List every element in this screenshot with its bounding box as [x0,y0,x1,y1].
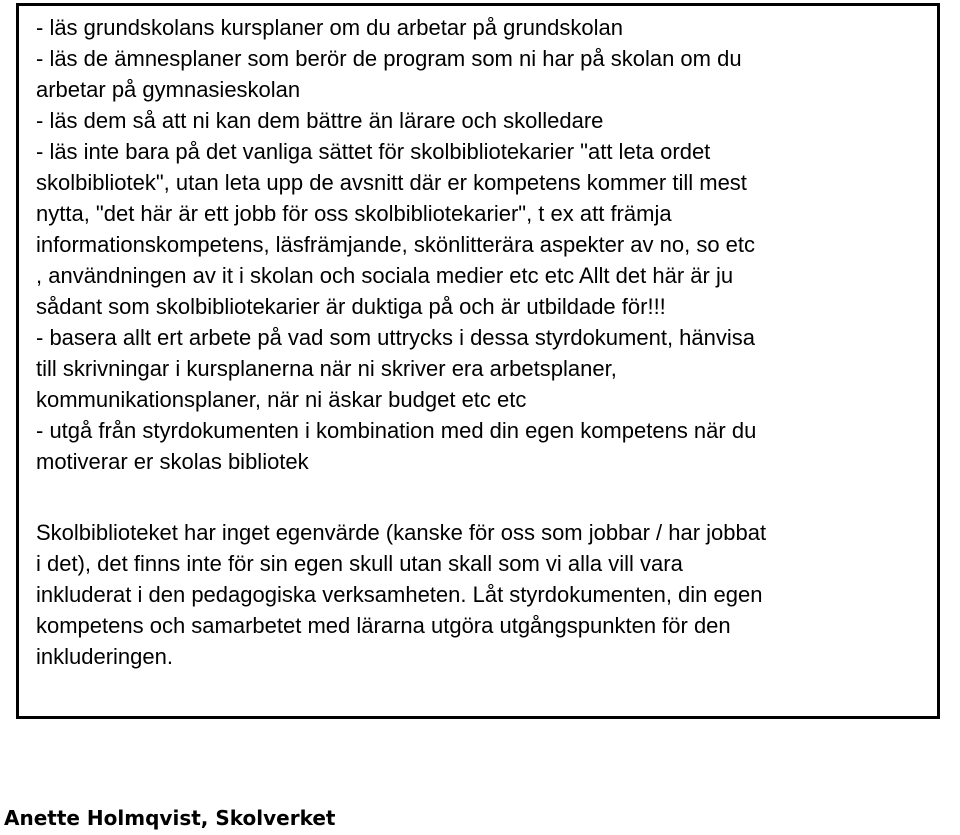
bullet-line: - läs dem så att ni kan dem bättre än lärare och skolledare [36,108,604,133]
author-credit: Anette Holmqvist, Skolverket [4,806,336,830]
bullet-line: - utgå från styrdokumenten i kombination med din egen kompetens när du [36,418,757,443]
bullet-line: informationskompetens, läsfrämjande, skönlitterära aspekter av no, so etc [36,232,756,257]
bullet-line: - läs inte bara på det vanliga sättet för skolbibliotekarier "att leta ordet [36,139,711,164]
conclusion-line: inkluderingen. [36,644,173,669]
bullet-line: sådant som skolbibliotekarier är duktiga på och är utbildade för!!! [36,294,666,319]
bullet-line: till skrivningar i kursplanerna när ni skriver era arbetsplaner, [36,356,617,381]
bullet-line: - basera allt ert arbete på vad som uttrycks i dessa styrdokument, hänvisa [36,325,755,350]
paragraph-gap [36,477,936,517]
conclusion-line: inkluderat i den pedagogiska verksamheten. Låt styrdokumenten, din egen [36,582,763,607]
bullet-line: motiverar er skolas bibliotek [36,449,309,474]
bullet-line: nytta, "det här är ett jobb för oss skolbibliotekarier", t ex att främja [36,201,672,226]
conclusion-line: i det), det finns inte för sin egen skull utan skall som vi alla vill vara [36,551,683,576]
conclusion-line: Skolbiblioteket har inget egenvärde (kanske för oss som jobbar / har jobbat [36,520,767,545]
bullet-line: , användningen av it i skolan och sociala medier etc etc Allt det här är ju [36,263,734,288]
bullet-line: - läs grundskolans kursplaner om du arbetar på grundskolan [36,15,623,40]
bullet-line: arbetar på gymnasieskolan [36,77,301,102]
bullet-line: kommunikationsplaner, när ni äskar budget etc etc [36,387,527,412]
box-text [36,12,936,672]
conclusion-line: kompetens och samarbetet med lärarna utgöra utgångspunkten för den [36,613,731,638]
bullet-line: - läs de ämnesplaner som berör de program som ni har på skolan om du [36,46,742,71]
bullet-line: skolbibliotek", utan leta upp de avsnitt där er kompetens kommer till mest [36,170,747,195]
